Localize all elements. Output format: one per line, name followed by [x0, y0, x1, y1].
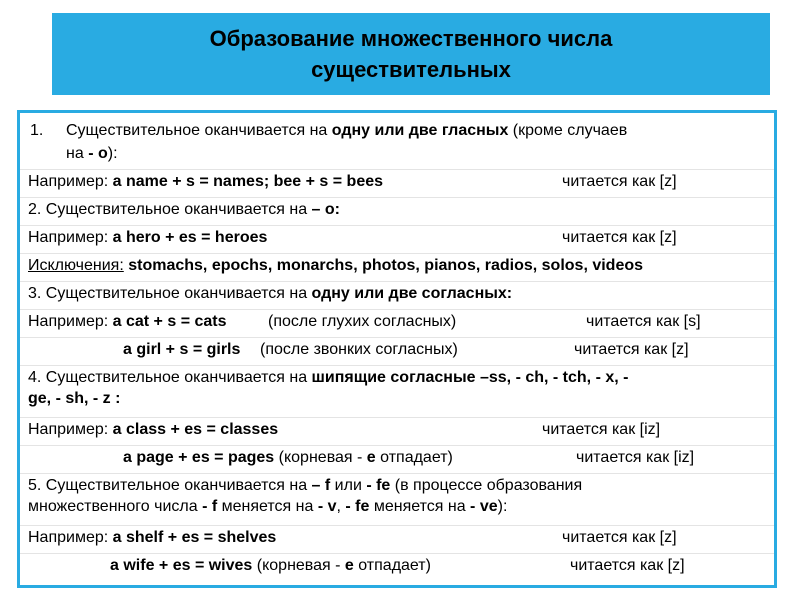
- example-3a-words: a cat + s = cats: [112, 313, 227, 330]
- rule-1-line2-a: на: [66, 145, 89, 162]
- example-5a-reading: читается как [z]: [562, 529, 677, 546]
- rule-2-ending: – o:: [311, 201, 340, 218]
- rule-2: [20, 197, 774, 218]
- rule-3-text: Существительное оканчивается на: [41, 285, 312, 302]
- example-3a-note: (после глухих согласных): [268, 313, 457, 330]
- rule-5-or: или: [330, 477, 367, 494]
- example-2: [20, 225, 774, 246]
- rule-4-bold: шипящие согласные: [311, 369, 476, 386]
- example-3b: [20, 337, 774, 358]
- example-5b-note-a: (корневая -: [252, 557, 345, 574]
- rule-5-f: – f: [311, 477, 331, 494]
- example-4b-note-c: отпадает): [375, 449, 453, 466]
- example-1: [20, 169, 774, 190]
- rule-1-text-bold: одну или две гласных: [331, 122, 509, 139]
- rule-2-number: 2.: [28, 201, 42, 218]
- example-5b: [20, 553, 774, 574]
- rule-5-rest: (в процессе образования: [390, 477, 583, 494]
- example-1-reading: читается как [z]: [562, 173, 677, 190]
- rule-5-line2-i: ):: [497, 498, 508, 515]
- example-3b-reading: читается как [z]: [574, 341, 689, 358]
- example-4a-prefix: Например:: [28, 421, 113, 438]
- rule-5-number: 5.: [28, 477, 42, 494]
- example-2-reading: читается как [z]: [562, 229, 677, 246]
- example-3b-words: a girl + s = girls: [123, 341, 241, 358]
- rule-3-ending: одну или две согласных:: [311, 285, 513, 302]
- rule-1-line2-bold: - o: [88, 145, 108, 162]
- example-4b: [20, 445, 774, 466]
- exceptions: [20, 253, 774, 274]
- rule-5-fe: - fe: [366, 477, 391, 494]
- rule-5-line2-ve: - ve: [470, 498, 498, 515]
- rule-4-line-1: [20, 365, 774, 386]
- title-line-2: существительных: [311, 57, 511, 82]
- example-5b-note-e: e: [344, 557, 354, 574]
- rule-3-number: 3.: [28, 285, 42, 302]
- example-4b-note-e: e: [366, 449, 376, 466]
- example-5a-prefix: Например:: [28, 529, 113, 546]
- example-5a: [20, 525, 774, 546]
- rule-5-text: Существительное оканчивается на: [41, 477, 312, 494]
- example-4a-words: a class + es = classes: [112, 421, 279, 438]
- example-4b-note-a: (корневая -: [274, 449, 367, 466]
- example-2-words: a hero + es = heroes: [112, 229, 268, 246]
- rule-4-list-continued: ge, - sh, - z :: [28, 390, 121, 407]
- example-4b-reading: читается как [iz]: [576, 449, 695, 466]
- exceptions-list: stomachs, epochs, monarchs, photos, pianos, radios, solos, videos: [123, 257, 644, 274]
- rules-content: [17, 110, 777, 588]
- rule-5-line2-f: - f: [202, 498, 218, 515]
- rule-1-text-c: (кроме случаев: [508, 122, 628, 139]
- rule-1-number: 1.: [30, 122, 44, 139]
- example-3b-note: (после звонких согласных): [260, 341, 458, 358]
- rule-5-line2-a: множественного числа: [28, 498, 203, 515]
- example-3a-reading: читается как [s]: [586, 313, 701, 330]
- example-3a: [20, 309, 774, 330]
- title-line-1: Образование множественного числа: [209, 26, 613, 51]
- title-banner: [52, 13, 770, 95]
- example-3a-prefix: Например:: [28, 313, 113, 330]
- example-5a-words: a shelf + es = shelves: [112, 529, 277, 546]
- rule-1-line2-c: ):: [107, 145, 118, 162]
- example-5b-reading: читается как [z]: [570, 557, 685, 574]
- rule-5-line-1: [20, 473, 774, 494]
- rule-4-text: Существительное оканчивается на: [41, 369, 312, 386]
- rule-3: [20, 281, 774, 302]
- example-1-prefix: Например:: [28, 173, 113, 190]
- rule-4-list: –ss, - ch, - tch, - x, -: [475, 369, 629, 386]
- example-4a-reading: читается как [iz]: [542, 421, 661, 438]
- rule-2-text: Существительное оканчивается на: [41, 201, 312, 218]
- example-4b-words: a page + es = pages: [123, 449, 275, 466]
- rule-5-line2-g: меняется на: [369, 498, 471, 515]
- example-5b-note-c: отпадает): [353, 557, 431, 574]
- exceptions-label: Исключения:: [28, 257, 124, 274]
- rule-5-line2-c: меняется на: [217, 498, 318, 515]
- rule-5-line2-fe: - fe: [345, 498, 370, 515]
- example-2-prefix: Например:: [28, 229, 113, 246]
- rule-4-number: 4.: [28, 369, 42, 386]
- example-4a: [20, 417, 774, 438]
- example-1-words: a name + s = names; bee + s = bees: [112, 173, 384, 190]
- rule-5-line2-e: ,: [336, 498, 346, 515]
- rule-1-text-a: Существительное оканчивается на: [66, 122, 332, 139]
- rule-5-line2-v: - v: [317, 498, 337, 515]
- example-5b-words: a wife + es = wives: [110, 557, 253, 574]
